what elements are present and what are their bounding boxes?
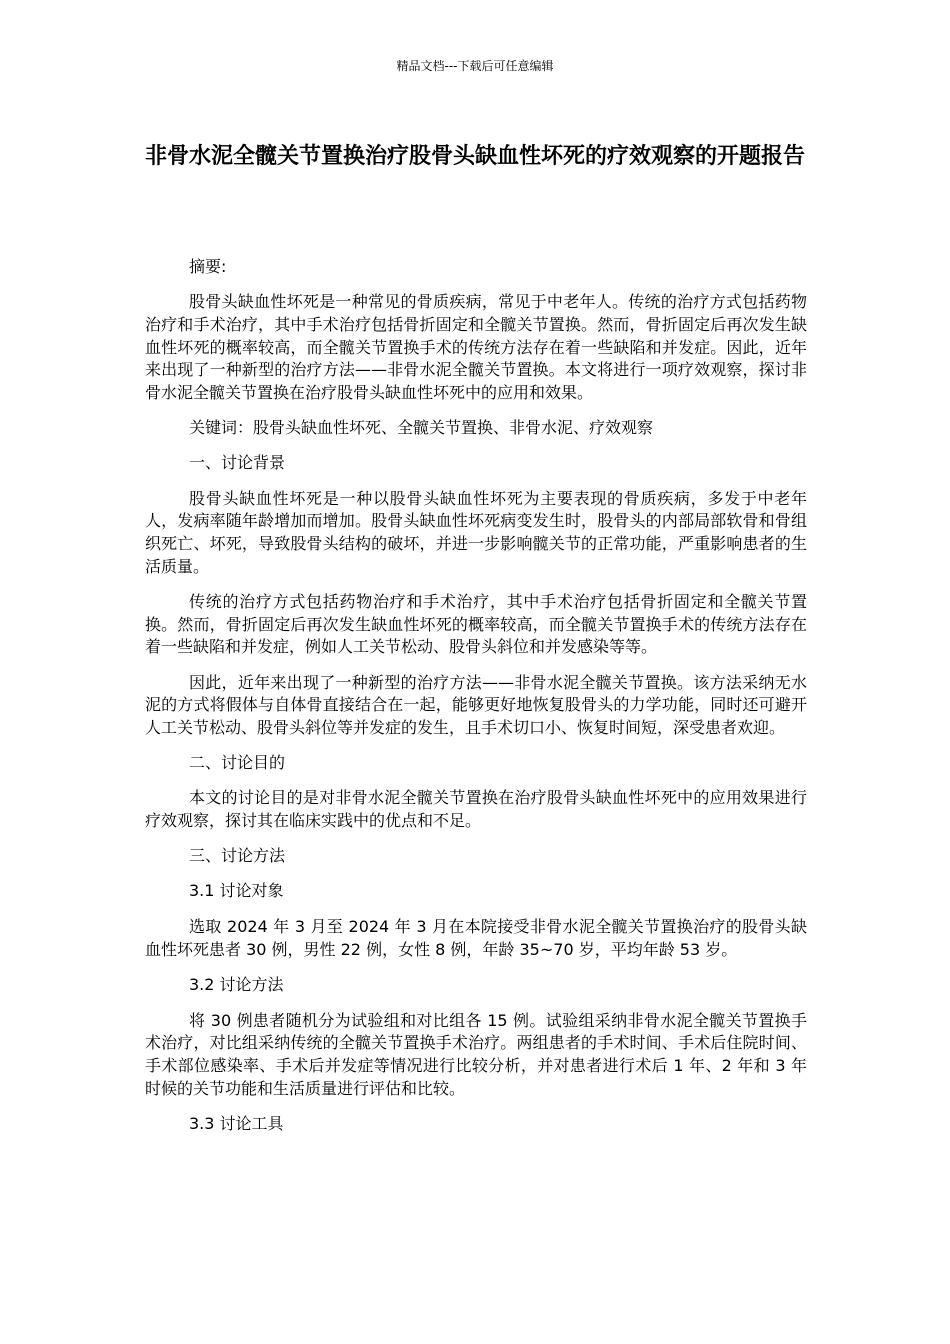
document-body [145,256,807,1149]
abstract-text: 股骨头缺血性坏死是一种常见的骨质疾病，常见于中老年人。传统的治疗方式包括药物治疗和手术治疗，其中手术治疗包括骨折固定和全髋关节置换。然而，骨折固定后再次发生缺血性坏死的概率较高，而全髋关节置换手术的传统方法存在着一些缺陷和并发症。因此，近年来出现了一种新型的治疗方法——非骨水泥全髋关节置换。本文将进行一项疗效观察，探讨非骨水泥全髋关节置换在治疗股骨头缺血性坏死中的应用和效果。 [145,292,807,403]
subsection-heading: 3.3 讨论工具 [189,1114,284,1134]
paragraph: 传统的治疗方式包括药物治疗和手术治疗，其中手术治疗包括骨折固定和全髋关节置换。然而，骨折固定后再次发生缺血性坏死的概率较高，而全髋关节置换手术的传统方法存在着一些缺陷和并发症，例如人工关节松动、股骨头斜位和并发感染等等。 [145,591,807,657]
paragraph: 将 30 例患者随机分为试验组和对比组各 15 例。试验组采纳非骨水泥全髋关节置换手术治疗，对比组采纳传统的全髋关节置换手术治疗。两组患者的手术时间、手术后住院时间、手术部位感染率、手术后并发症等情况进行比较分析，并对患者进行术后 1 年、2 年和 3 年时候的关节功能和生活质量进行评估和比较。 [145,1010,807,1098]
section-heading: 二、讨论目的 [189,753,286,773]
document-title: 非骨水泥全髋关节置换治疗股骨头缺血性坏死的疗效观察的开题报告 [144,144,805,169]
page-header: 精品文档---下载后可任意编辑 [396,59,554,73]
paragraph: 因此，近年来出现了一种新型的治疗方法——非骨水泥全髋关节置换。该方法采纳无水泥的方式将假体与自体骨直接结合在一起，能够更好地恢复股骨头的力学功能，同时还可避开人工关节松动、股骨头斜位等并发症的发生，且手术切口小、恢复时间短，深受患者欢迎。 [145,672,807,737]
paragraph: 选取 2024 年 3 月至 2024 年 3 月在本院接受非骨水泥全髋关节置换治疗的股骨头缺血性坏死患者 30 例，男性 22 例，女性 8 例，年龄 35~70 岁，平均年龄 53 岁。 [145,917,807,959]
subsection-heading: 3.1 讨论对象 [189,881,284,901]
abstract-label: 摘要: [189,257,227,276]
keywords: 关键词：股骨头缺血性坏死、全髋关节置换、非骨水泥、疗效观察 [189,418,654,438]
section-heading: 一、讨论背景 [189,453,286,473]
paragraph: 本文的讨论目的是对非骨水泥全髋关节置换在治疗股骨头缺血性坏死中的应用效果进行疗效观察，探讨其在临床实践中的优点和不足。 [145,788,807,831]
section-heading: 三、讨论方法 [189,846,286,866]
paragraph: 股骨头缺血性坏死是一种以股骨头缺血性坏死为主要表现的骨质疾病，多发于中老年人，发病率随年龄增加而增加。股骨头缺血性坏死病变发生时，股骨头的内部局部软骨和骨组织死亡、坏死，导致股骨头结构的破坏，并进一步影响髋关节的正常功能，严重影响患者的生活质量。 [145,488,807,576]
subsection-heading: 3.2 讨论方法 [189,975,284,995]
